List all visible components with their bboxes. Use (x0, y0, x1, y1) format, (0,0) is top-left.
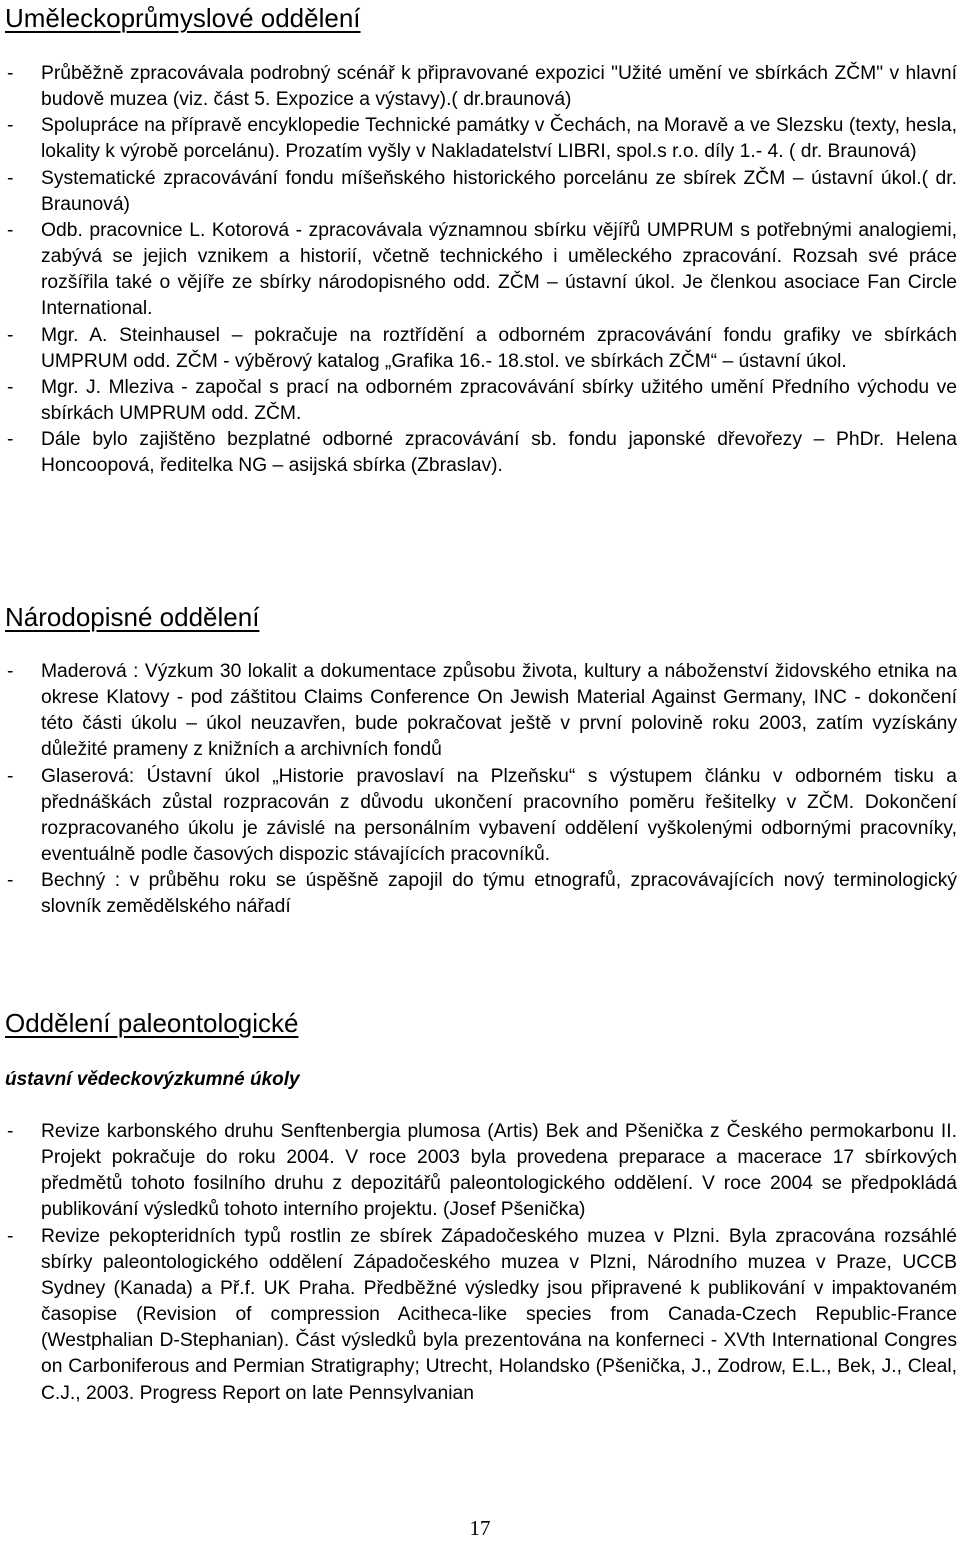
list-item: - Revize pekopteridních typů rostlin ze sbírek Západočeského muzea v Plzni. Byla zpracována rozsáhlé sbírky paleontologického oddělení Západočeského muzea v Plzni, Národního muzea v Praze, UCCB Sydney (Kanada) a Př.f. UK Praha. Předběžné výsledky jsou připravené k publikování v impaktovaném časopise (Revision of compression Acitheca-like species from Canada-Czech Republic-France (Westphalian D-Stephanian). Část výsledků byla prezentována na konferneci - XVth International Congres on Carboniferous and Permian Stratigraphy; Utrecht, Holandsko (Pšenička, J., Zodrow, E.L., Bek, J., Cleal, C.J., 2003. Progress Report on late Pennsylvanian (0, 1224, 960, 1407)
list-item: - Bechný : v průběhu roku se úspěšně zapojil do týmu etnografů, zpracovávajících nový terminologický slovník zemědělského nářadí (0, 868, 960, 920)
list-item: - Spolupráce na přípravě encyklopedie Technické památky v Čechách, na Moravě a ve Slezsku (texty, hesla, lokality k výrobě porcelánu). Prozatím vyšly v Nakladatelství LIBRI, spol.s r.o. díly 1.- 4. ( dr. Braunová) (0, 113, 960, 165)
section-subtitle: ústavní vědeckovýzkumné úkoly (5, 1069, 300, 1090)
section-title-umpr: Uměleckoprůmyslové oddělení (5, 3, 361, 33)
list-umpr (0, 61, 960, 480)
page-number: 17 (469, 1516, 491, 1540)
list-item: - Mgr. A. Steinhausel – pokračuje na roztřídění a odborném zpracovávání fondu grafiky ve sbírkách UMPRUM odd. ZČM - výběrový katalog „Grafika 16.- 18.stol. ve sbírkách ZČM“ – ústavní úkol. (0, 323, 960, 375)
list-paleontologie (0, 1119, 960, 1407)
list-item: - Systematické zpracovávání fondu míšeňského historického porcelánu ze sbírek ZČM – ústavní úkol.( dr. Braunová) (0, 166, 960, 218)
section-title-narodopis: Národopisné oddělení (5, 602, 260, 632)
list-item: - Maderová : Výzkum 30 lokalit a dokumentace způsobu života, kultury a náboženství židovského etnika na okrese Klatovy - pod záštitou Claims Conference On Jewish Material Against Germany, INC - dokončení této části úkolu – úkol neuzavřen, bude pokračovat ještě v první polovině roku 2003, zatím vyzískány důležité prameny z knižních a archivních fondů (0, 659, 960, 764)
list-item: - Glaserová: Ústavní úkol „Historie pravoslaví na Plzeňsku“ s výstupem článku v odborném tisku a přednáškách zůstal rozpracován z důvodu ukončení pracovního poměru řešitelky v ZČM. Dokončení rozpracovaného úkolu je závislé na personálním vybavení oddělení vyškolenými odbornými pracovníky, eventuálně podle časových dispozic stávajících pracovníků. (0, 764, 960, 869)
list-item: - Revize karbonského druhu Senftenbergia plumosa (Artis) Bek and Pšenička z Českého permokarbonu II. Projekt pokračuje do roku 2004. V roce 2003 byla provedena preparace a macerace 17 sbírkových předmětů tohoto fosilního druhu z depozitářů paleontologického oddělení. V roce 2004 se předpokládá publikování výsledků tohoto interního projektu. (Josef Pšenička) (0, 1119, 960, 1224)
list-item: - Odb. pracovnice L. Kotorová - zpracovávala významnou sbírku vějířů UMPRUM s potřebnými analogiemi, zabývá se jejich vznikem a historií, včetně technického i uměleckého zpracování. Rozsah své práce rozšířila také o vějíře ze sbírky národopisného odd. ZČM – ústavní úkol. Je členkou asociace Fan Circle International. (0, 218, 960, 323)
list-item: - Dále bylo zajištěno bezplatné odborné zpracovávání sb. fondu japonské dřevořezy – PhDr. Helena Honcoopová, ředitelka NG – asijská sbírka (Zbraslav). (0, 427, 960, 479)
list-item: - Mgr. J. Mleziva - započal s prací na odborném zpracovávání sbírky užitého umění Předního východu ve sbírkách UMPRUM odd. ZČM. (0, 375, 960, 427)
section-title-paleontologie: Oddělení paleontologické (5, 1008, 299, 1038)
list-narodopis (0, 659, 960, 921)
list-item: - Průběžně zpracovávala podrobný scénář k připravované expozici "Užité umění ve sbírkách ZČM" v hlavní budově muzea (viz. část 5. Expozice a výstavy).( dr.braunová) (0, 61, 960, 113)
